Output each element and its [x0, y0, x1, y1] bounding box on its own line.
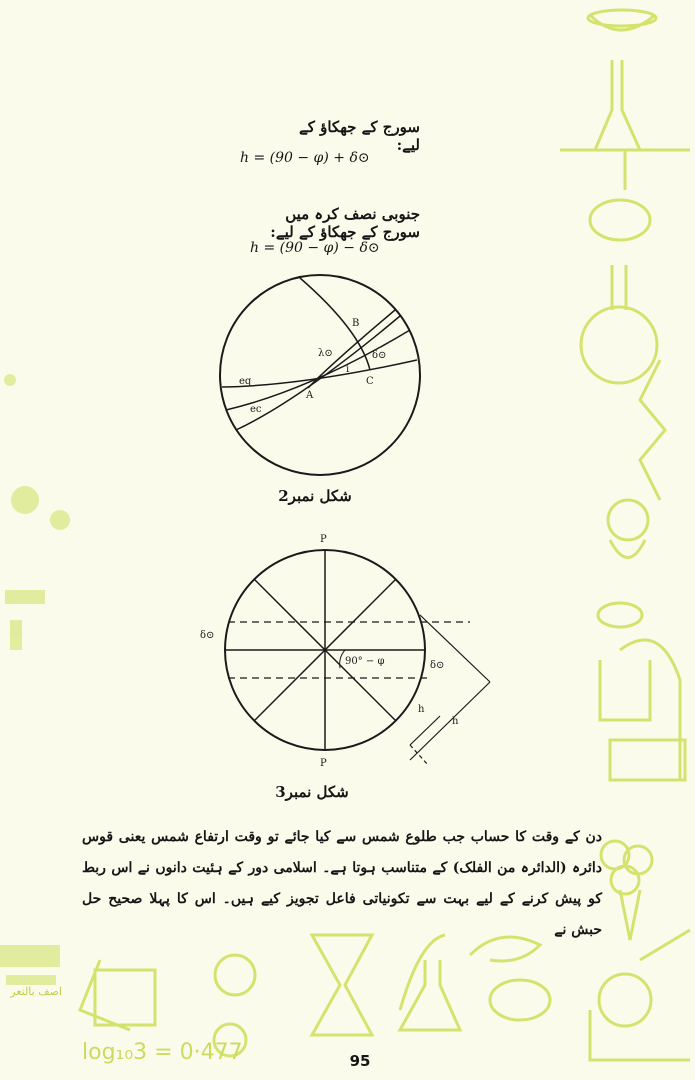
fig2-label-ec: ec: [250, 404, 262, 415]
fig2-label-lambda: λ⊙: [318, 348, 333, 359]
fig2-label-C: C: [366, 376, 374, 387]
fig2-label-A: A: [306, 390, 314, 401]
fig2-label-eq: eq: [239, 376, 252, 387]
heading-southern-hemisphere: جنوبی نصف کرہ میں سورج کے جھکاؤ کے لیے:: [270, 205, 420, 241]
body-paragraph: دن کے وقت کا حساب جب طلوع شمس سے کیا جائے تو وقت ارتفاع شمس یعنی قوس دائرہ (الدائرہ من الفلک) کے متناسب ہوتا ہے۔ اسلامی دور کے ہئیت دانوں نے اس ربط کو پیش کرنے کے لیے بہت سے تکونیاتی فاعل تجویز کیے ہیں۔ اس کا پہلا صحیح حل حبش نے: [82, 829, 602, 938]
heading-sun-inclination: سورج کے جھکاؤ کے لیے:: [298, 118, 420, 154]
figure-3-caption: شکل نمبر3: [275, 783, 349, 801]
equation-2: h = (90 − φ) − δ⊙: [250, 240, 380, 256]
fig2-label-B: B: [352, 318, 360, 329]
fig3-label-P-top: P: [320, 534, 327, 545]
page-number: 95: [349, 1052, 371, 1070]
fig3-label-delta-right: δ⊙: [430, 660, 445, 671]
figure-2-caption: شکل نمبر2: [278, 487, 352, 505]
fig2-label-delta: δ⊙: [372, 350, 387, 361]
fig3-label-P-bottom: P: [320, 758, 327, 769]
fig2-label-i: i: [346, 364, 350, 375]
equation-1: h = (90 − φ) + δ⊙: [240, 150, 370, 166]
fig3-label-delta-left: δ⊙: [200, 630, 215, 641]
decorative-urdu-text: اصف بالتعر: [10, 985, 62, 998]
fig3-label-h1: h: [418, 704, 425, 715]
fig3-label-angle: 90° − φ: [345, 656, 385, 667]
decorative-log-formula: log₁₀3 = 0·477: [82, 1040, 243, 1065]
fig3-label-h2: h: [452, 716, 459, 727]
